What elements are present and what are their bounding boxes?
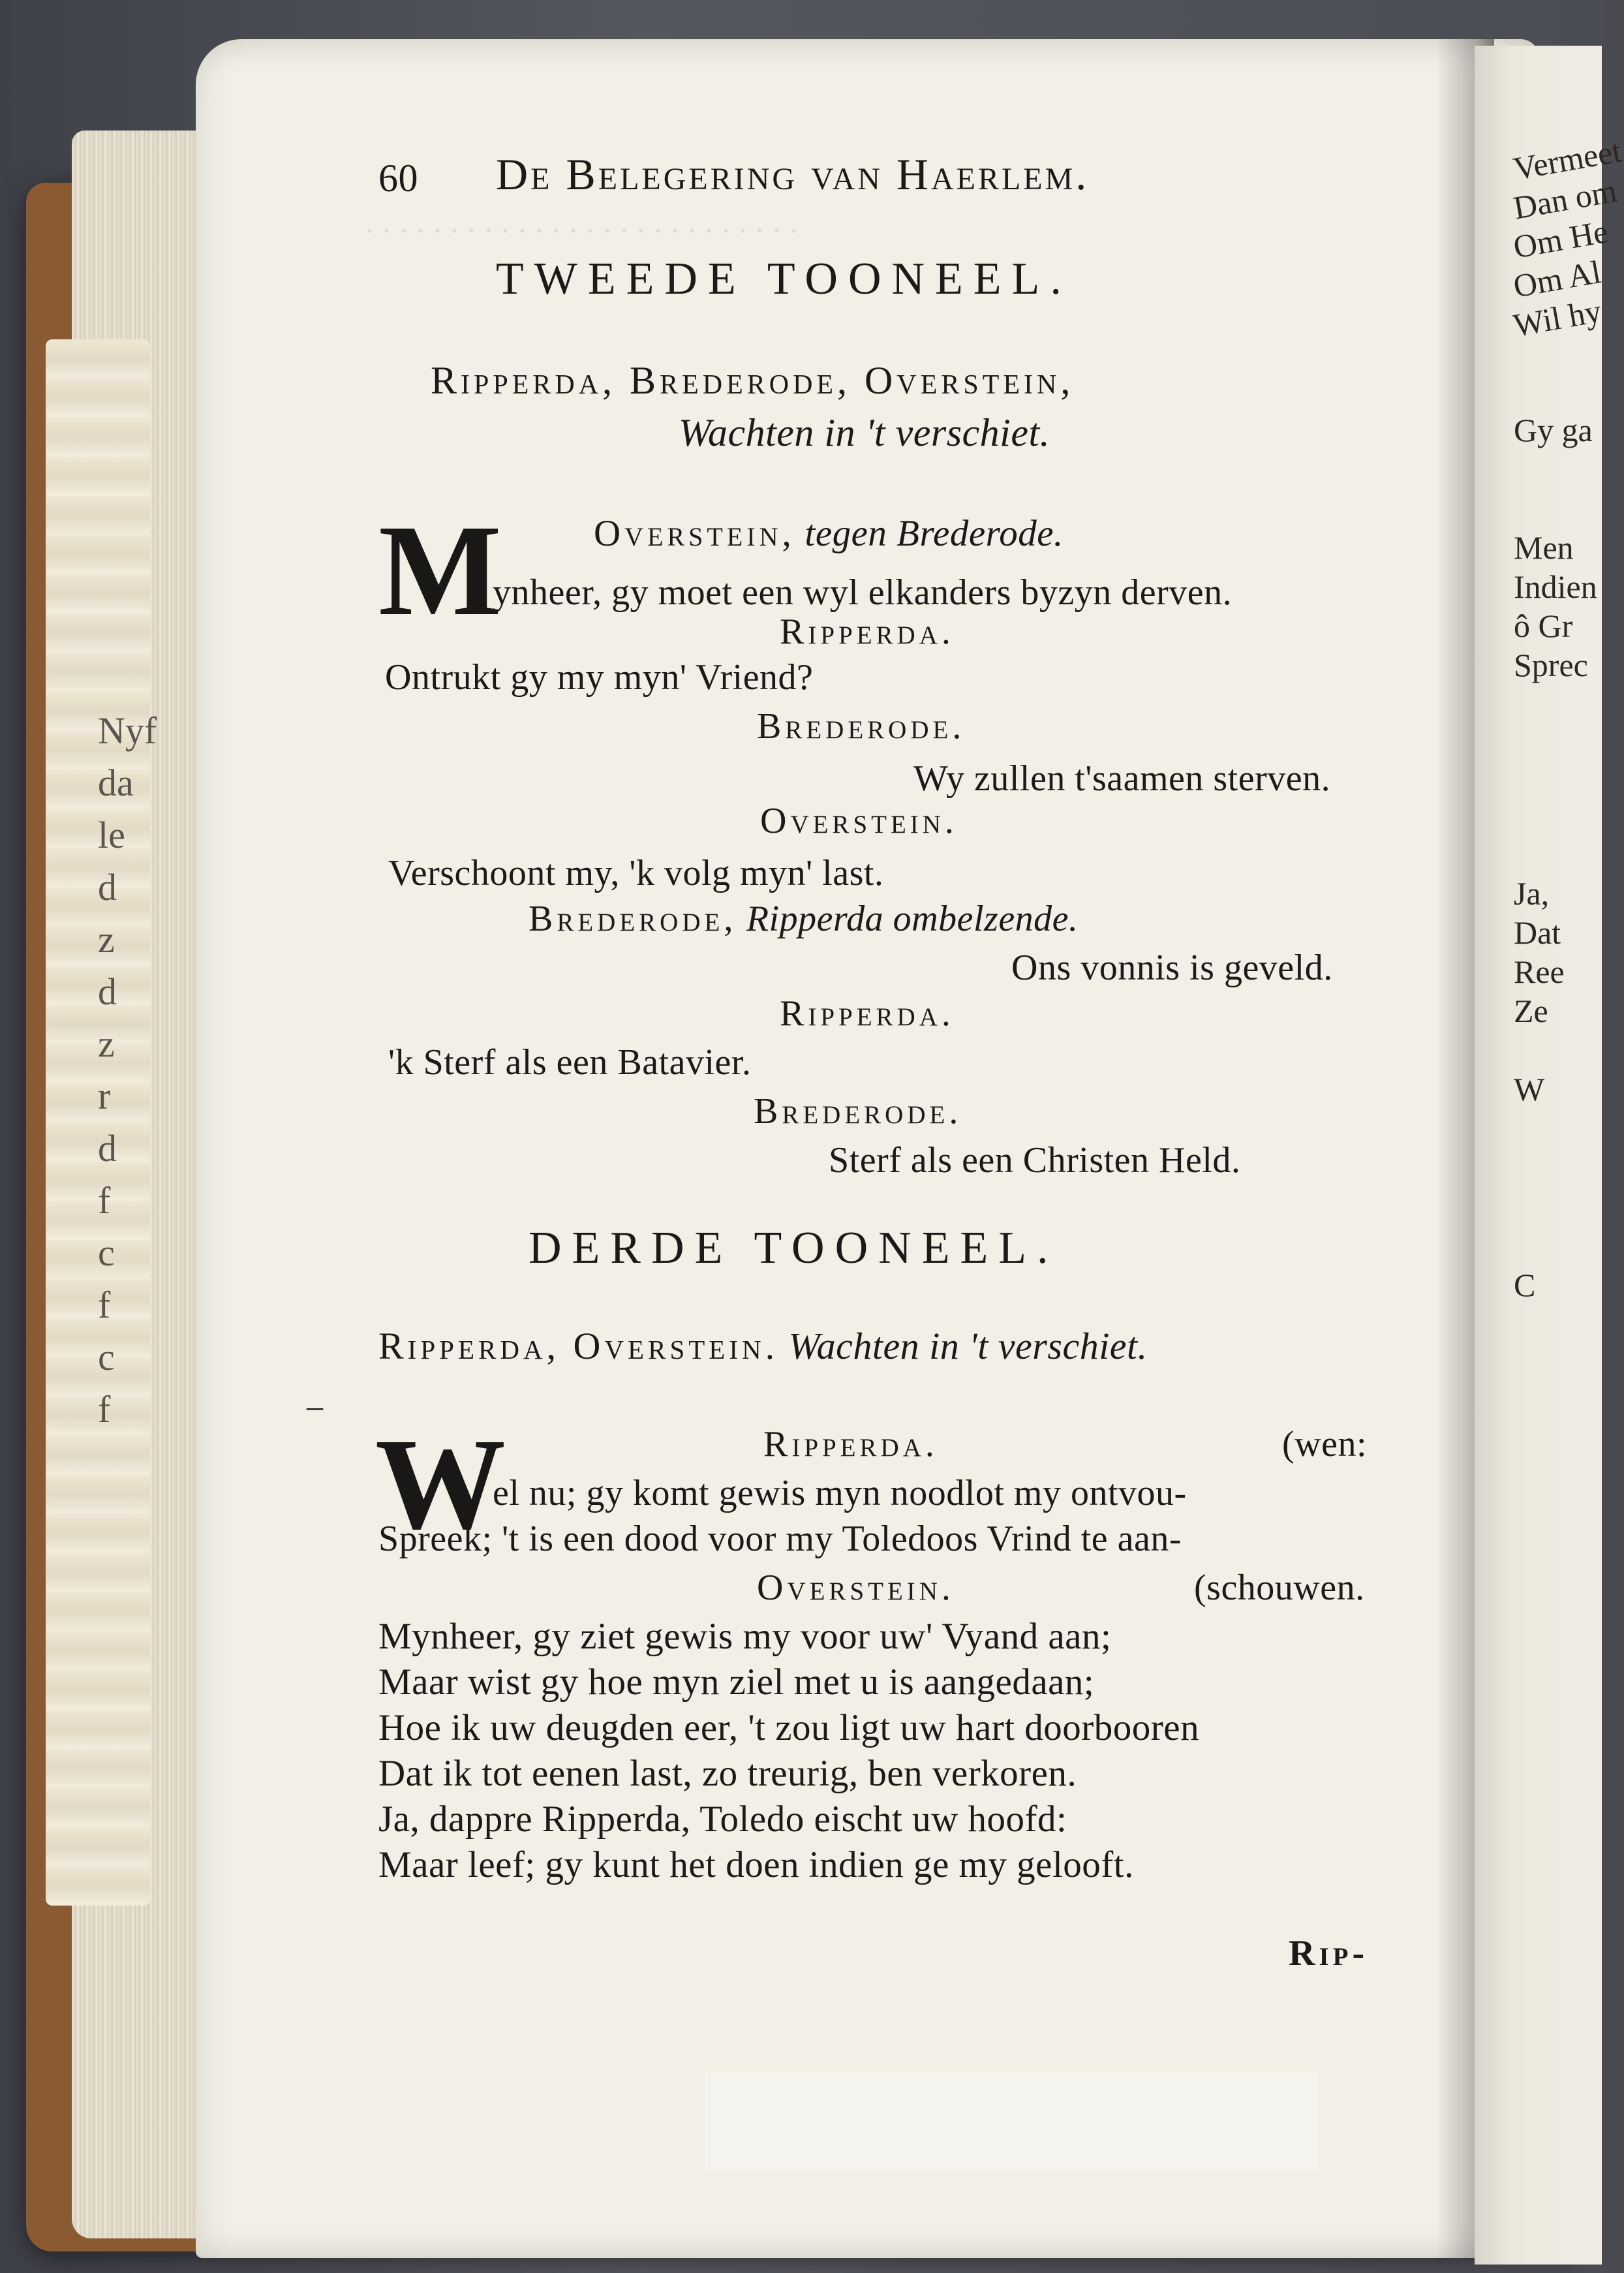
facing-page-fragment: Men	[1514, 529, 1574, 566]
facing-page-fragment: Dat	[1514, 914, 1561, 951]
scene-title: TWEEDE TOONEEL.	[496, 254, 1072, 304]
speaker-name: Brederode.	[757, 706, 966, 747]
verse-line: Spreek; 't is een dood voor my Toledoos Vrind te aan-	[378, 1519, 1182, 1559]
facing-page-fragment: ô Gr	[1514, 608, 1573, 644]
stage-direction: Ripperda ombelzende.	[746, 899, 1079, 939]
facing-page-fragment: Ze	[1514, 993, 1548, 1029]
verse-line: Ontrukt gy my myn' Vriend?	[385, 657, 814, 698]
speaker-name: Ripperda.	[780, 611, 955, 652]
facing-page-fragment: Ree	[1514, 953, 1565, 990]
verse-line: Sterf als een Christen Held.	[829, 1140, 1241, 1181]
facing-page-fragment: Vermeet	[1510, 132, 1624, 187]
verse-line: Hoe ik uw deugden eer, 't zou ligt uw hart doorbooren	[378, 1707, 1200, 1748]
torn-page-fragment	[46, 339, 157, 1906]
verse-line: Wy zullen t'saamen sterven.	[913, 758, 1331, 799]
drop-cap: W	[375, 1412, 506, 1556]
facing-page	[1475, 46, 1624, 2265]
cast-list: Ripperda, Overstein.	[378, 1325, 779, 1367]
page-number: 60	[378, 157, 418, 200]
catchword: Rip-	[1289, 1933, 1369, 1973]
speaker-name: Overstein.	[757, 1568, 955, 1608]
facing-page-fragment: C	[1514, 1267, 1536, 1303]
verse-line: Maar leef; gy kunt het doen indien ge my gelooft.	[378, 1844, 1134, 1885]
facing-page-fragment: Wil hy	[1510, 292, 1604, 344]
facing-page-fragment: Ja,	[1514, 875, 1550, 912]
show-through-text: . . . . . . . . . . . . . . . . . . . . . . . . . .	[365, 203, 798, 240]
verse-line: ynheer, gy moet een wyl elkanders byzyn derven.	[493, 572, 1233, 613]
cast-list: Ripperda, Brederode, Overstein,	[431, 359, 1075, 402]
verse-line: Dat ik tot eenen last, zo treurig, ben verkoren.	[378, 1753, 1077, 1794]
verse-line: el nu; gy komt gewis myn noodlot my ontvou-	[493, 1473, 1187, 1513]
verse-line: Verschoont my, 'k volg myn' last.	[388, 853, 884, 893]
stage-direction: tegen Brederode.	[804, 513, 1064, 554]
cast-line	[378, 1325, 1148, 1368]
speaker-name: Brederode.	[754, 1091, 962, 1132]
speaker-name: Overstein.	[760, 801, 958, 841]
torn-page-text: Nyf da le d z d z r d f c f c f	[98, 709, 157, 1430]
verse-line: Ons vonnis is geveld.	[1011, 948, 1333, 988]
drop-cap: M	[378, 499, 502, 643]
scene-title: DERDE TOONEEL.	[529, 1223, 1059, 1273]
speaker-name: Ripperda.	[780, 993, 955, 1034]
speaker-line	[529, 897, 1079, 940]
stage-direction: Wachten in 't verschiet.	[679, 411, 1050, 454]
speaker-name: Brederode,	[529, 899, 737, 939]
facing-page-fragment: Sprec	[1514, 647, 1588, 683]
verse-line: Ja, dappre Ripperda, Toledo eischt uw hoofd:	[378, 1799, 1067, 1840]
speaker-name: Ripperda.	[763, 1424, 938, 1464]
margin-mark: –	[307, 1387, 323, 1424]
running-title: De Belegering van Haerlem.	[496, 149, 1090, 199]
turnover-line: (wen:	[1282, 1424, 1368, 1464]
verse-line: Maar wist gy hoe myn ziel met u is aangedaan;	[378, 1662, 1095, 1703]
facing-page-fragment: Dan om	[1510, 172, 1620, 226]
turnover-line: (schouwen.	[1194, 1568, 1365, 1608]
verse-line: Mynheer, gy ziet gewis my voor uw' Vyand aan;	[378, 1616, 1112, 1657]
facing-page-fragment: Indien	[1514, 568, 1597, 605]
stage-direction: Wachten in 't verschiet.	[788, 1325, 1148, 1367]
speaker-line	[594, 512, 1064, 555]
speaker-name: Overstein,	[594, 513, 795, 554]
facing-page-fragment: Om He	[1510, 213, 1611, 266]
facing-page-fragment: Om Al	[1510, 253, 1604, 305]
facing-page-fragment: Gy ga	[1514, 412, 1593, 448]
verse-line: 'k Sterf als een Batavier.	[388, 1042, 752, 1083]
facing-page-fragment: W	[1514, 1071, 1545, 1107]
blank-label-patch	[705, 2072, 1318, 2170]
